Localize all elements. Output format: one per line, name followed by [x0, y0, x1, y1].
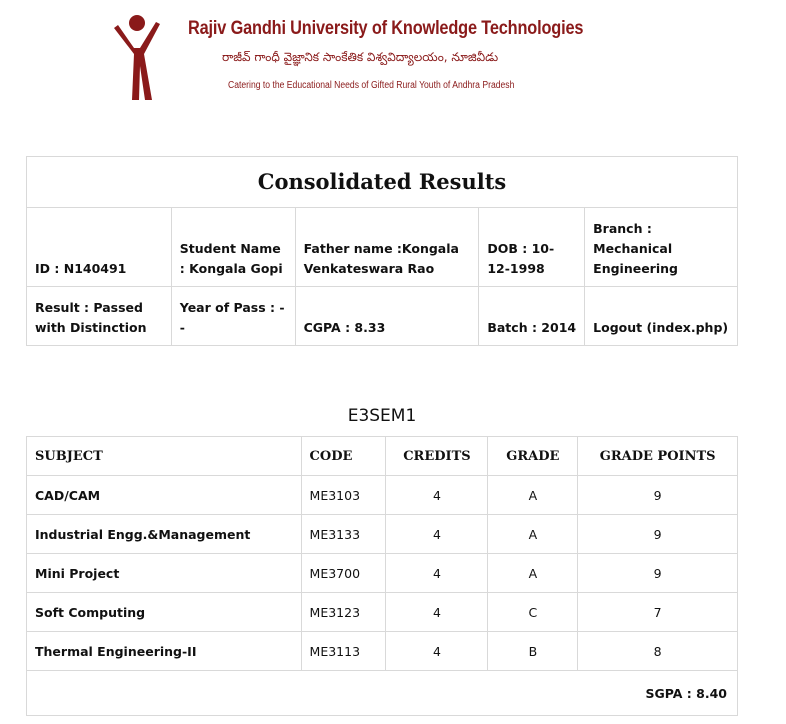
column-header-code: CODE	[301, 437, 386, 476]
column-header-credits: CREDITS	[386, 437, 488, 476]
grade-cell: A	[488, 476, 578, 515]
grade-cell: B	[488, 632, 578, 671]
student-name: Student Name : Kongala Gopi	[171, 208, 295, 287]
grade-points-cell: 7	[578, 593, 738, 632]
credits-cell: 4	[386, 554, 488, 593]
grade-cell: A	[488, 515, 578, 554]
table-row	[27, 632, 738, 671]
grade-points-cell: 9	[578, 476, 738, 515]
date-of-birth: DOB : 10-12-1998	[479, 208, 585, 287]
code-cell: ME3700	[301, 554, 386, 593]
father-name: Father name :Kongala Venkateswara Rao	[295, 208, 479, 287]
year-of-pass: Year of Pass : --	[171, 287, 295, 346]
credits-cell: 4	[386, 632, 488, 671]
subject-cell: Industrial Engg.&Management	[27, 515, 302, 554]
batch: Batch : 2014	[479, 287, 585, 346]
grade-points-cell: 9	[578, 515, 738, 554]
table-row	[27, 593, 738, 632]
university-tagline: Catering to the Educational Needs of Gifted Rural Youth of Andhra Pradesh	[228, 80, 515, 91]
semester-results-table	[26, 436, 738, 716]
consolidated-results-table	[26, 156, 738, 346]
grade-points-cell: 8	[578, 632, 738, 671]
code-cell: ME3113	[301, 632, 386, 671]
table-row	[27, 554, 738, 593]
subject-cell: Thermal Engineering-II	[27, 632, 302, 671]
column-header-grade-points: GRADE POINTS	[578, 437, 738, 476]
table-row	[27, 515, 738, 554]
grade-cell: A	[488, 554, 578, 593]
grade-cell: C	[488, 593, 578, 632]
column-header-grade: GRADE	[488, 437, 578, 476]
branch: Branch : Mechanical Engineering	[585, 208, 738, 287]
logout-link[interactable]: Logout (index.php)	[585, 287, 738, 346]
cgpa: CGPA : 8.33	[295, 287, 479, 346]
code-cell: ME3103	[301, 476, 386, 515]
subject-cell: CAD/CAM	[27, 476, 302, 515]
rgukt-figure-logo-icon	[112, 14, 162, 100]
semester-heading: E3SEM1	[347, 406, 417, 426]
credits-cell: 4	[386, 593, 488, 632]
credits-cell: 4	[386, 515, 488, 554]
university-name: Rajiv Gandhi University of Knowledge Technologies	[188, 18, 584, 39]
subject-cell: Soft Computing	[27, 593, 302, 632]
result-status: Result : Passed with Distinction	[27, 287, 172, 346]
sgpa-value: SGPA : 8.40	[27, 671, 738, 716]
subject-cell: Mini Project	[27, 554, 302, 593]
code-cell: ME3133	[301, 515, 386, 554]
consolidated-results-title: Consolidated Results	[27, 157, 738, 208]
university-name-telugu: రాజీవ్ గాంధీ వైజ్ఞానిక సాంకేతిక విశ్వవిద్యాలయం, నూజివీడు	[222, 50, 499, 64]
table-row	[27, 476, 738, 515]
grade-points-cell: 9	[578, 554, 738, 593]
credits-cell: 4	[386, 476, 488, 515]
student-id: ID : N140491	[27, 208, 172, 287]
code-cell: ME3123	[301, 593, 386, 632]
column-header-subject: SUBJECT	[27, 437, 302, 476]
